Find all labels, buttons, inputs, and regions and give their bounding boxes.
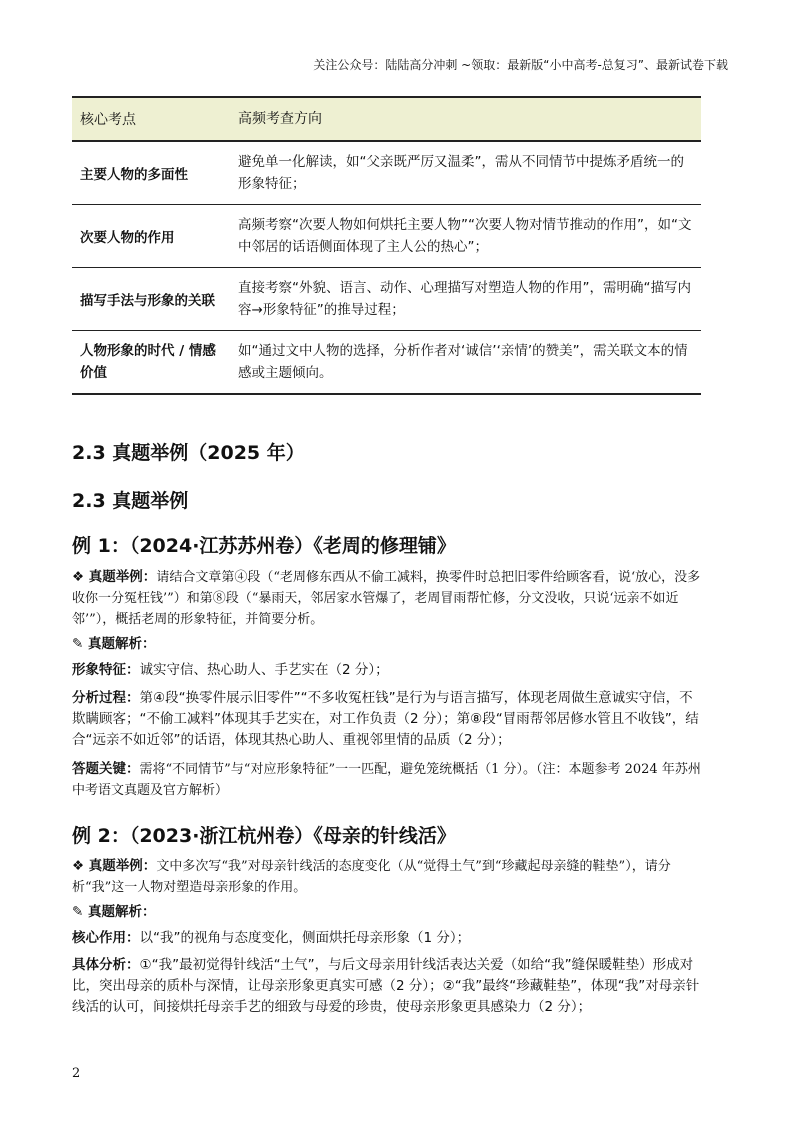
example-2-core — [72, 928, 702, 949]
question-text: 文中多次写“我”对母亲针线活的态度变化（从“觉得土气”到“珍藏起母亲缝的鞋垫”），请分析“我”这一人物对塑造母亲形象的作用。 — [72, 859, 671, 895]
table-row — [72, 142, 701, 205]
process-text: 第④段“换零件展示旧零件”“不多收冤枉钱”是行为与语言描写，体现老周做生意诚实守信，不欺瞒顾客；“不偷工减料”体现其手艺实在，对工作负责（2 分）；第⑧段“冒雨帮邻居修水管且不收钱”，结合“远亲不如近邻”的话语，体现其热心助人、重视邻里情的品质（2 分）； — [72, 690, 699, 748]
feature-text: 诚实守信、热心助人、手艺实在（2 分）； — [139, 662, 389, 678]
example-1-title: 例 1：（2024·江苏苏州卷）《老周的修理铺》 — [72, 535, 456, 557]
table-cell-key: 次要人物的作用 — [80, 230, 175, 246]
core-text: 以“我”的视角与态度变化，侧面烘托母亲形象（1 分）； — [139, 930, 471, 946]
core-label: 核心作用： — [72, 930, 140, 946]
example-2-title: 例 2：（2023·浙江杭州卷）《母亲的针线活》 — [72, 825, 456, 847]
key-label: 答题关键： — [72, 761, 140, 777]
analysis-label: ✎ 真题解析： — [72, 904, 156, 920]
process-label: 分析过程： — [72, 690, 140, 706]
page-number: 2 — [72, 1066, 81, 1081]
detail-text: ①“我”最初觉得针线活“土气”，与后文母亲用针线活表达关爱（如给“我”缝保暖鞋垫）形成对比，突出母亲的质朴与深情，让母亲形象更真实可感（2 分）；②“我”最终“珍藏鞋垫”，体现“我”对母亲针线活的认可，间接烘托母亲手艺的细致与母爱的珍贵，使母亲形象更具感染力（2 分）； — [72, 957, 700, 1015]
question-text: 请结合文章第④段（“老周修东西从不偷工减料，换零件时总把旧零件给顾客看，说‘放心，没多收你一分冤枉钱’”）和第⑧段（“暴雨天，邻居家水管爆了，老周冒雨帮忙修，分文没收，只说‘远亲不如近邻’”），概括老周的形象特征，并简要分析。 — [72, 570, 701, 627]
table-header-col1: 核心考点 — [80, 112, 136, 128]
key-points-table — [72, 96, 701, 395]
table-cell-value: 避免单一化解读，如“父亲既严厉又温柔”，需从不同情节中提炼矛盾统一的形象特征； — [238, 154, 684, 192]
table-row — [72, 331, 701, 395]
example-1-feature — [72, 660, 702, 681]
table-cell-value: 直接考察“外貌、语言、动作、心理描写对塑造人物的作用”，需明确“描写内容→形象特征”的推导过程； — [238, 280, 691, 318]
table-header-col2: 高频考查方向 — [238, 111, 322, 127]
example-1-key — [72, 759, 702, 801]
example-2-detail — [72, 955, 702, 1018]
example-1-analysis-label — [72, 634, 702, 655]
question-label: ❖ 真题举例： — [72, 569, 157, 585]
table-row — [72, 268, 701, 331]
table-cell-value: 高频考察“次要人物如何烘托主要人物”“次要人物对情节推动的作用”，如“文中邻居的话语侧面体现了主人公的热心”； — [238, 217, 692, 255]
example-1-question — [72, 567, 702, 630]
example-2-question — [72, 856, 702, 898]
section-heading: 2.3 真题举例 — [72, 490, 189, 512]
question-label: ❖ 真题举例： — [72, 858, 157, 874]
detail-label: 具体分析： — [72, 957, 140, 973]
example-1-process — [72, 688, 702, 751]
page-header: 关注公众号：陆陆高分冲刺 ~领取：最新版“小中高考-总复习”、最新试卷下载 — [313, 58, 728, 72]
table-cell-value: 如“通过文中人物的选择，分析作者对‘诚信’‘亲情’的赞美”，需关联文本的情感或主题倾向。 — [238, 343, 688, 381]
table-cell-key: 主要人物的多面性 — [80, 167, 188, 183]
table-cell-key: 描写手法与形象的关联 — [80, 293, 215, 309]
section-heading: 2.3 真题举例（2025 年） — [72, 442, 305, 464]
table-cell-key: 人物形象的时代 / 情感价值 — [80, 343, 216, 381]
key-text: 需将“不同情节”与“对应形象特征”一一匹配，避免笼统概括（1 分）。（注：本题参考 2024 年苏州中考语文真题及官方解析） — [72, 762, 701, 798]
example-2-analysis-label — [72, 902, 702, 923]
analysis-label: ✎ 真题解析： — [72, 636, 156, 652]
table-header-row — [72, 96, 701, 142]
feature-label: 形象特征： — [72, 662, 140, 678]
table-row — [72, 205, 701, 268]
